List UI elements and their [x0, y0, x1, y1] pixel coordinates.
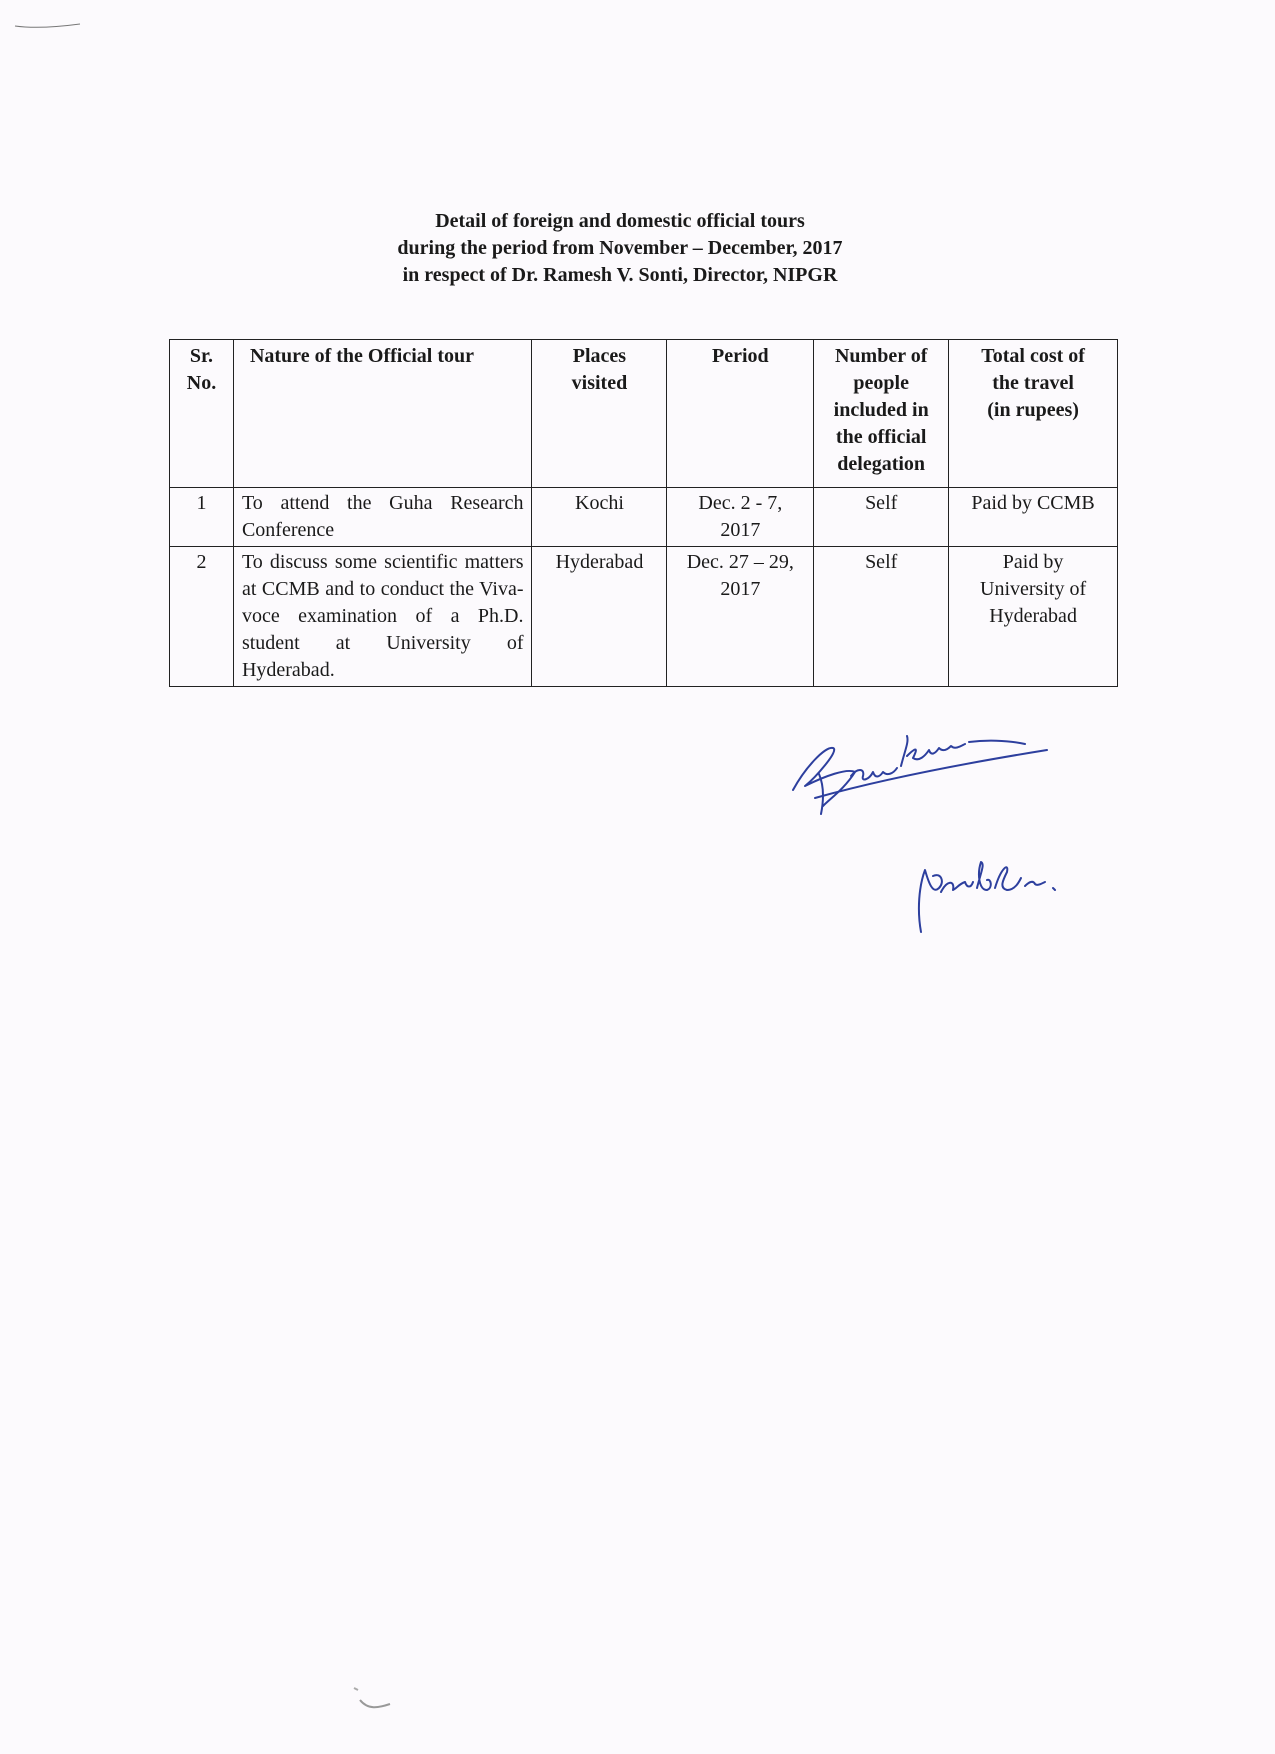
cell-people: Self [814, 547, 949, 687]
cell-people: Self [814, 488, 949, 547]
signature-second-icon [905, 858, 1085, 938]
cell-sr-no: 2 [170, 547, 234, 687]
table-header-row [170, 340, 1118, 488]
signature-first-icon [785, 728, 1055, 818]
cell-period: Dec. 2 - 7, 2017 [667, 488, 814, 547]
header-period: Period [667, 340, 814, 488]
cell-cost: Paid by CCMB [949, 488, 1118, 547]
table-row [170, 488, 1118, 547]
cell-period: Dec. 27 – 29, 2017 [667, 547, 814, 687]
scan-mark-icon [10, 20, 90, 60]
document-title [290, 208, 950, 289]
table-row [170, 547, 1118, 687]
cell-sr-no: 1 [170, 488, 234, 547]
header-sr-no: Sr. No. [170, 340, 234, 488]
scan-artifact [10, 20, 90, 65]
cell-nature: To attend the Guha Research Conference [233, 488, 532, 547]
tours-table [169, 339, 1118, 687]
scan-artifact [350, 1680, 410, 1725]
header-places: Places visited [532, 340, 667, 488]
cell-places: Hyderabad [532, 547, 667, 687]
header-people: Number of people included in the official delegation [814, 340, 949, 488]
title-line-2: during the period from November – December, 2017 [397, 237, 843, 259]
cell-nature: To discuss some scientific matters at CCMB and to conduct the Viva-voce examination of a Ph.D. student at University of Hyderabad. [233, 547, 532, 687]
header-cost: Total cost of the travel (in rupees) [949, 340, 1118, 488]
signature-second [905, 858, 1085, 938]
title-line-1: Detail of foreign and domestic official tours [435, 210, 805, 232]
title-line-3: in respect of Dr. Ramesh V. Sonti, Director, NIPGR [402, 264, 838, 286]
cell-cost: Paid by University of Hyderabad [949, 547, 1118, 687]
cell-places: Kochi [532, 488, 667, 547]
scan-mark-icon [350, 1680, 410, 1720]
signature-first [785, 728, 1055, 818]
header-nature: Nature of the Official tour [233, 340, 532, 488]
